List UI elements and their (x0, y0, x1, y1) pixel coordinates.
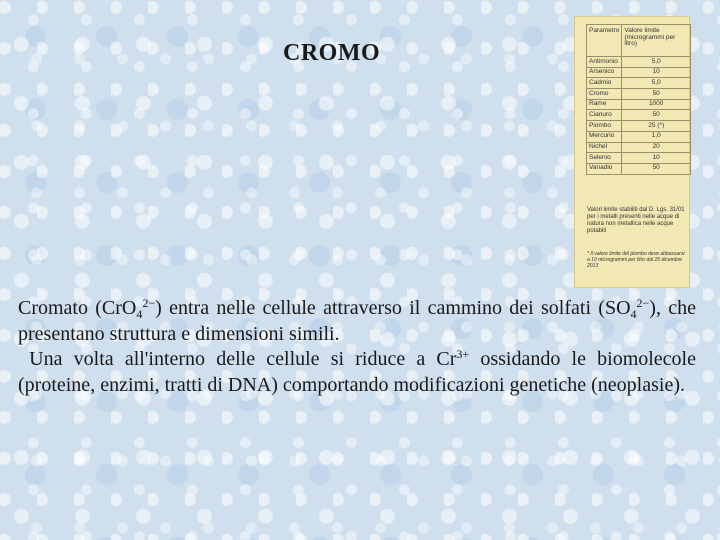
row-value: 5,0 (622, 78, 691, 89)
table-row (587, 110, 691, 121)
paragraph-cromato: Cromato (CrO$_4^{2-}$) entra nelle cellule attraverso il cammino dei solfati $(SO_4^{2-})$, che presentano struttura e dimensioni simili. (18, 296, 696, 345)
table-row (587, 163, 691, 174)
table-row (587, 89, 691, 100)
row-value: 50 (622, 89, 691, 100)
table-row (587, 67, 691, 78)
row-value: 1,0 (622, 131, 691, 142)
row-parameter: Cromo (587, 89, 622, 100)
row-parameter: Cianuro (587, 110, 622, 121)
page-title: CROMO (283, 40, 381, 66)
row-parameter: Piombo (587, 121, 622, 132)
row-value: 10 (622, 153, 691, 164)
header-limit: Valore limite (microgrammi per litro) (622, 25, 691, 57)
row-value: 5,0 (622, 57, 691, 68)
table-row (587, 142, 691, 153)
row-parameter: Nichel (587, 142, 622, 153)
row-value: 25 (*) (622, 121, 691, 132)
row-value: 20 (622, 142, 691, 153)
row-parameter: Mercurio (587, 131, 622, 142)
table-note: Valori limite stabiliti dal D. Lgs. 31/01 per i metalli presenti nelle acque di natura non metallica nelle acque potabili (587, 207, 685, 234)
row-value: 10 (622, 67, 691, 78)
table-row (587, 131, 691, 142)
table-row (587, 57, 691, 68)
row-value: 50 (622, 110, 691, 121)
row-parameter: Arsenico (587, 67, 622, 78)
header-param: Parametro (587, 25, 622, 57)
limits-table (586, 24, 691, 175)
row-value: 1000 (622, 99, 691, 110)
row-parameter: Vanadio (587, 163, 622, 174)
limits-table-image (574, 16, 690, 288)
row-parameter: Antimonio (587, 57, 622, 68)
table-row (587, 99, 691, 110)
row-value: 50 (622, 163, 691, 174)
table-row (587, 78, 691, 89)
main-text (18, 296, 696, 398)
table-footnote: * Il valore limite del piombo deve abbassarsi a 10 microgrammi per litro dal 25 dicembre 2013 (587, 251, 685, 269)
row-parameter: Cadmio (587, 78, 622, 89)
row-parameter: Selenio (587, 153, 622, 164)
table-row (587, 121, 691, 132)
paragraph-riduzione: Una volta all'interno delle cellule si riduce a $Cr^{3+}$ ossidando le biomolecole (proteine, enzimi, tratti di DNA) comportando modificazioni genetiche (neoplasie). (18, 347, 696, 396)
table-row (587, 153, 691, 164)
row-parameter: Rame (587, 99, 622, 110)
